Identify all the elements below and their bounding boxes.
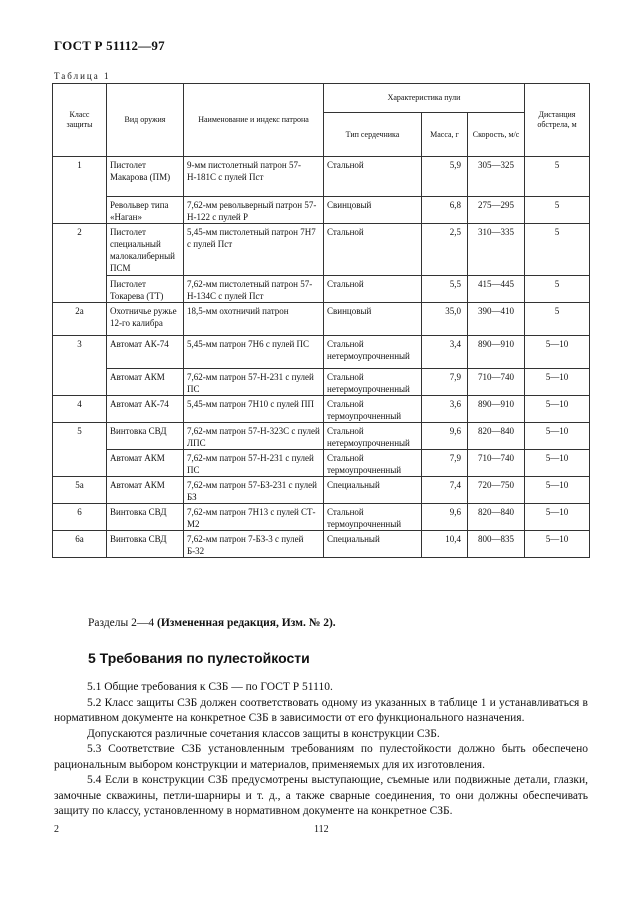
table-row <box>53 276 590 303</box>
table-row <box>53 423 590 450</box>
cell-cartridge: 7,62-мм патрон 57-Н-231 с пулей ПС <box>184 450 324 477</box>
amendment-note <box>88 617 336 629</box>
cell-core: Стальной нетермоупрочненный <box>324 369 422 396</box>
cell-dist: 5 <box>525 276 590 303</box>
table-row <box>53 369 590 396</box>
cell-class: 5 <box>53 423 107 477</box>
bullet-resistance-table <box>52 83 590 558</box>
cell-mass: 35,0 <box>422 303 468 336</box>
cell-core: Стальной термоупрочненный <box>324 396 422 423</box>
cell-speed: 305—325 <box>468 157 525 197</box>
cell-mass: 7,9 <box>422 369 468 396</box>
cell-mass: 9,6 <box>422 504 468 531</box>
sheet-number: 112 <box>314 824 329 835</box>
cell-mass: 5,9 <box>422 157 468 197</box>
table-row <box>53 336 590 369</box>
col-mass: Масса, г <box>422 113 468 157</box>
page-number: 2 <box>54 824 59 835</box>
cell-speed: 720—750 <box>468 477 525 504</box>
cell-core: Стальной термоупрочненный <box>324 504 422 531</box>
cell-cartridge: 7,62-мм патрон 57-Н-231 с пулей ПС <box>184 369 324 396</box>
table-row <box>53 197 590 224</box>
cell-speed: 820—840 <box>468 423 525 450</box>
table-row <box>53 504 590 531</box>
cell-speed: 820—840 <box>468 504 525 531</box>
paragraph: 5.3 Соответствие СЗБ установленным требованиям по пулестойкости должно быть обеспечено рациональным выбором конструкции и материалов, применяемых для их изготовления. <box>54 743 588 771</box>
cell-speed: 390—410 <box>468 303 525 336</box>
cell-speed: 710—740 <box>468 450 525 477</box>
cell-cartridge: 7,62-мм патрон 7-БЗ-3 с пулей Б-32 <box>184 531 324 558</box>
paragraph: 5.1 Общие требования к СЗБ — по ГОСТ Р 51110. <box>87 681 333 693</box>
table-row <box>53 531 590 558</box>
cell-mass: 3,6 <box>422 396 468 423</box>
cell-dist: 5 <box>525 197 590 224</box>
cell-cartridge: 7,62-мм патрон 57-Н-323С с пулей ЛПС <box>184 423 324 450</box>
cell-core: Стальной <box>324 224 422 276</box>
col-weapon: Вид оружия <box>107 84 184 157</box>
cell-core: Специальный <box>324 531 422 558</box>
cell-class: 2 <box>53 224 107 303</box>
col-bullet-characteristics: Характеристика пули <box>324 84 525 113</box>
cell-cartridge: 9-мм пистолетный патрон 57-Н-181С с пулей Пст <box>184 157 324 197</box>
cell-dist: 5—10 <box>525 369 590 396</box>
col-cartridge: Наименование и индекс патрона <box>184 84 324 157</box>
cell-mass: 7,9 <box>422 450 468 477</box>
col-class: Класс защиты <box>53 84 107 157</box>
cell-core: Специальный <box>324 477 422 504</box>
cell-mass: 3,4 <box>422 336 468 369</box>
cell-weapon: Револьвер типа «Наган» <box>107 197 184 224</box>
cell-class: 5а <box>53 477 107 504</box>
cell-class: 3 <box>53 336 107 396</box>
section-title: 5 Требования по пулестойкости <box>88 650 310 666</box>
cell-cartridge: 7,62-мм револьверный патрон 57-Н-122 с пулей Р <box>184 197 324 224</box>
cell-mass: 5,5 <box>422 276 468 303</box>
cell-cartridge: 18,5-мм охотничий патрон <box>184 303 324 336</box>
cell-cartridge: 5,45-мм пистолетный патрон 7Н7 с пулей Пст <box>184 224 324 276</box>
cell-mass: 7,4 <box>422 477 468 504</box>
cell-cartridge: 5,45-мм патрон 7Н10 с пулей ПП <box>184 396 324 423</box>
cell-weapon: Винтовка СВД <box>107 423 184 450</box>
cell-dist: 5—10 <box>525 477 590 504</box>
cell-class: 1 <box>53 157 107 224</box>
cell-dist: 5—10 <box>525 396 590 423</box>
cell-speed: 415—445 <box>468 276 525 303</box>
cell-cartridge: 7,62-мм патрон 57-БЗ-231 с пулей БЗ <box>184 477 324 504</box>
cell-mass: 2,5 <box>422 224 468 276</box>
cell-dist: 5—10 <box>525 504 590 531</box>
cell-core: Свинцовый <box>324 303 422 336</box>
cell-core: Стальной термоупрочненный <box>324 450 422 477</box>
col-core: Тип сердечника <box>324 113 422 157</box>
table-row <box>53 303 590 336</box>
cell-dist: 5—10 <box>525 450 590 477</box>
table-row <box>53 157 590 197</box>
cell-weapon: Пистолет Токарева (ТТ) <box>107 276 184 303</box>
cell-speed: 310—335 <box>468 224 525 276</box>
cell-speed: 800—835 <box>468 531 525 558</box>
cell-weapon: Автомат АКМ <box>107 369 184 396</box>
table-row <box>53 450 590 477</box>
table-row <box>53 396 590 423</box>
cell-core: Стальной <box>324 157 422 197</box>
cell-weapon: Пистолет специальный малокалиберный ПСМ <box>107 224 184 276</box>
cell-class: 2а <box>53 303 107 336</box>
cell-weapon: Охотничье ружье 12-го калибра <box>107 303 184 336</box>
cell-class: 4 <box>53 396 107 423</box>
cell-weapon: Автомат АК-74 <box>107 396 184 423</box>
cell-weapon: Автомат АКМ <box>107 450 184 477</box>
cell-dist: 5—10 <box>525 423 590 450</box>
cell-mass: 9,6 <box>422 423 468 450</box>
paragraph: 5.4 Если в конструкции СЗБ предусмотрены выступающие, съемные или подвижные детали, глазки, замочные скважины, петли-шарниры и т. д., а также сварные соединения, то они должны обеспечивать защиту по классу, установленному в нормативном документе на конкретное СЗБ. <box>54 774 588 817</box>
cell-dist: 5 <box>525 157 590 197</box>
cell-mass: 6,8 <box>422 197 468 224</box>
cell-speed: 890—910 <box>468 396 525 423</box>
cell-class: 6а <box>53 531 107 558</box>
table-caption: Таблица 1 <box>54 71 111 81</box>
cell-dist: 5 <box>525 303 590 336</box>
col-distance: Дистанция обстрела, м <box>525 84 590 157</box>
paragraph: Допускаются различные сочетания классов защиты в конструкции СЗБ. <box>87 727 440 740</box>
cell-weapon: Автомат АКМ <box>107 477 184 504</box>
cell-cartridge: 7,62-мм пистолетный патрон 57-Н-134С с пулей Пст <box>184 276 324 303</box>
cell-core: Стальной <box>324 276 422 303</box>
cell-core: Стальной нетермоупрочненный <box>324 423 422 450</box>
cell-speed: 890—910 <box>468 336 525 369</box>
table-row <box>53 224 590 276</box>
cell-weapon: Автомат АК-74 <box>107 336 184 369</box>
cell-weapon: Винтовка СВД <box>107 531 184 558</box>
cell-core: Свинцовый <box>324 197 422 224</box>
cell-dist: 5—10 <box>525 531 590 558</box>
cell-mass: 10,4 <box>422 531 468 558</box>
note-amendment: (Измененная редакция, Изм. № 2). <box>157 617 336 629</box>
col-speed: Скорость, м/с <box>468 113 525 157</box>
section-body <box>54 680 588 820</box>
table-row <box>53 477 590 504</box>
cell-weapon: Винтовка СВД <box>107 504 184 531</box>
note-text: Разделы 2—4 <box>88 617 158 629</box>
cell-cartridge: 5,45-мм патрон 7Н6 с пулей ПС <box>184 336 324 369</box>
cell-dist: 5—10 <box>525 336 590 369</box>
cell-speed: 710—740 <box>468 369 525 396</box>
cell-weapon: Пистолет Макарова (ПМ) <box>107 157 184 197</box>
cell-speed: 275—295 <box>468 197 525 224</box>
paragraph: 5.2 Класс защиты СЗБ должен соответствовать одному из указанных в таблице 1 и устанавливаться в нормативном документе на конкретное СЗБ в зависимости от его функционального назначения. <box>54 696 588 724</box>
cell-dist: 5 <box>525 224 590 276</box>
cell-core: Стальной нетермоупрочненный <box>324 336 422 369</box>
document-header: ГОСТ Р 51112—97 <box>54 38 165 53</box>
cell-cartridge: 7,62-мм патрон 7Н13 с пулей СТ-М2 <box>184 504 324 531</box>
cell-class: 6 <box>53 504 107 531</box>
